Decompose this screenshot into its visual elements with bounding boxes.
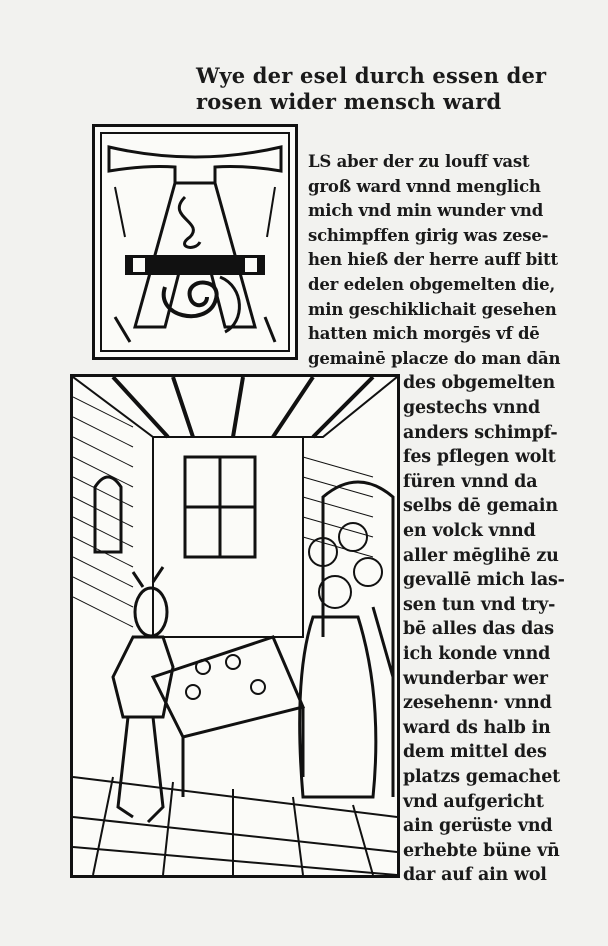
body-text-line: platzs gemachet	[403, 767, 561, 787]
woodcut-illustration	[70, 374, 400, 878]
body-text-line: ward ds halb in	[403, 717, 551, 738]
body-text-line: dar auf ain wol	[403, 865, 547, 886]
chapter-title-line-1: Wye der esel durch essen der	[196, 63, 547, 88]
body-text-line: min geschiklichait gesehen	[308, 299, 557, 319]
body-text-line: erhebte büne vn̄	[403, 840, 560, 861]
body-text-line: zesehenn· vnnd	[403, 693, 552, 714]
body-text-line: gemainē placze do man dān	[308, 348, 561, 368]
body-text-line: ich konde vnnd	[403, 644, 551, 664]
body-text-line: LS aber der zu louff vast	[308, 152, 530, 171]
body-text-line: fes pflegen wolt	[403, 447, 556, 468]
body-text-line: der edelen obgemelten die,	[308, 275, 556, 294]
body-text-line: bē alles das das	[403, 619, 554, 640]
body-text-line: vnd aufgericht	[403, 791, 544, 812]
body-text-line: gevallē mich las-	[403, 570, 565, 591]
body-text-line: en volck vnnd	[403, 521, 536, 541]
body-text-line: des obgemelten	[403, 373, 556, 394]
body-text-line: sen tun vnd try-	[403, 594, 556, 615]
body-text-line: selbs dē gemain	[403, 496, 558, 517]
body-text-line: hen hieß der herre auff bitt	[308, 250, 558, 270]
body-text-line: hatten mich morgēs vf dē	[308, 324, 540, 344]
body-text-line: schimpffen girig was zese-	[308, 225, 549, 245]
body-text-line: gestechs vnnd	[403, 398, 541, 418]
chapter-title-line-2: rosen wider mensch ward	[196, 89, 502, 114]
body-text-line: wunderbar wer	[403, 668, 548, 689]
body-text-line: groß ward vnnd menglich	[308, 176, 541, 196]
decorated-initial-a	[92, 124, 298, 360]
body-text-line: anders schimpf-	[403, 422, 558, 443]
body-text-line: füren vnnd da	[403, 471, 538, 492]
body-text-line: dem mittel des	[403, 742, 547, 763]
body-text-line: aller mēglihē zu	[403, 545, 559, 566]
body-text-line: mich vnd min wunder vnd	[308, 201, 544, 221]
body-text-line: ain gerüste vnd	[403, 816, 553, 837]
